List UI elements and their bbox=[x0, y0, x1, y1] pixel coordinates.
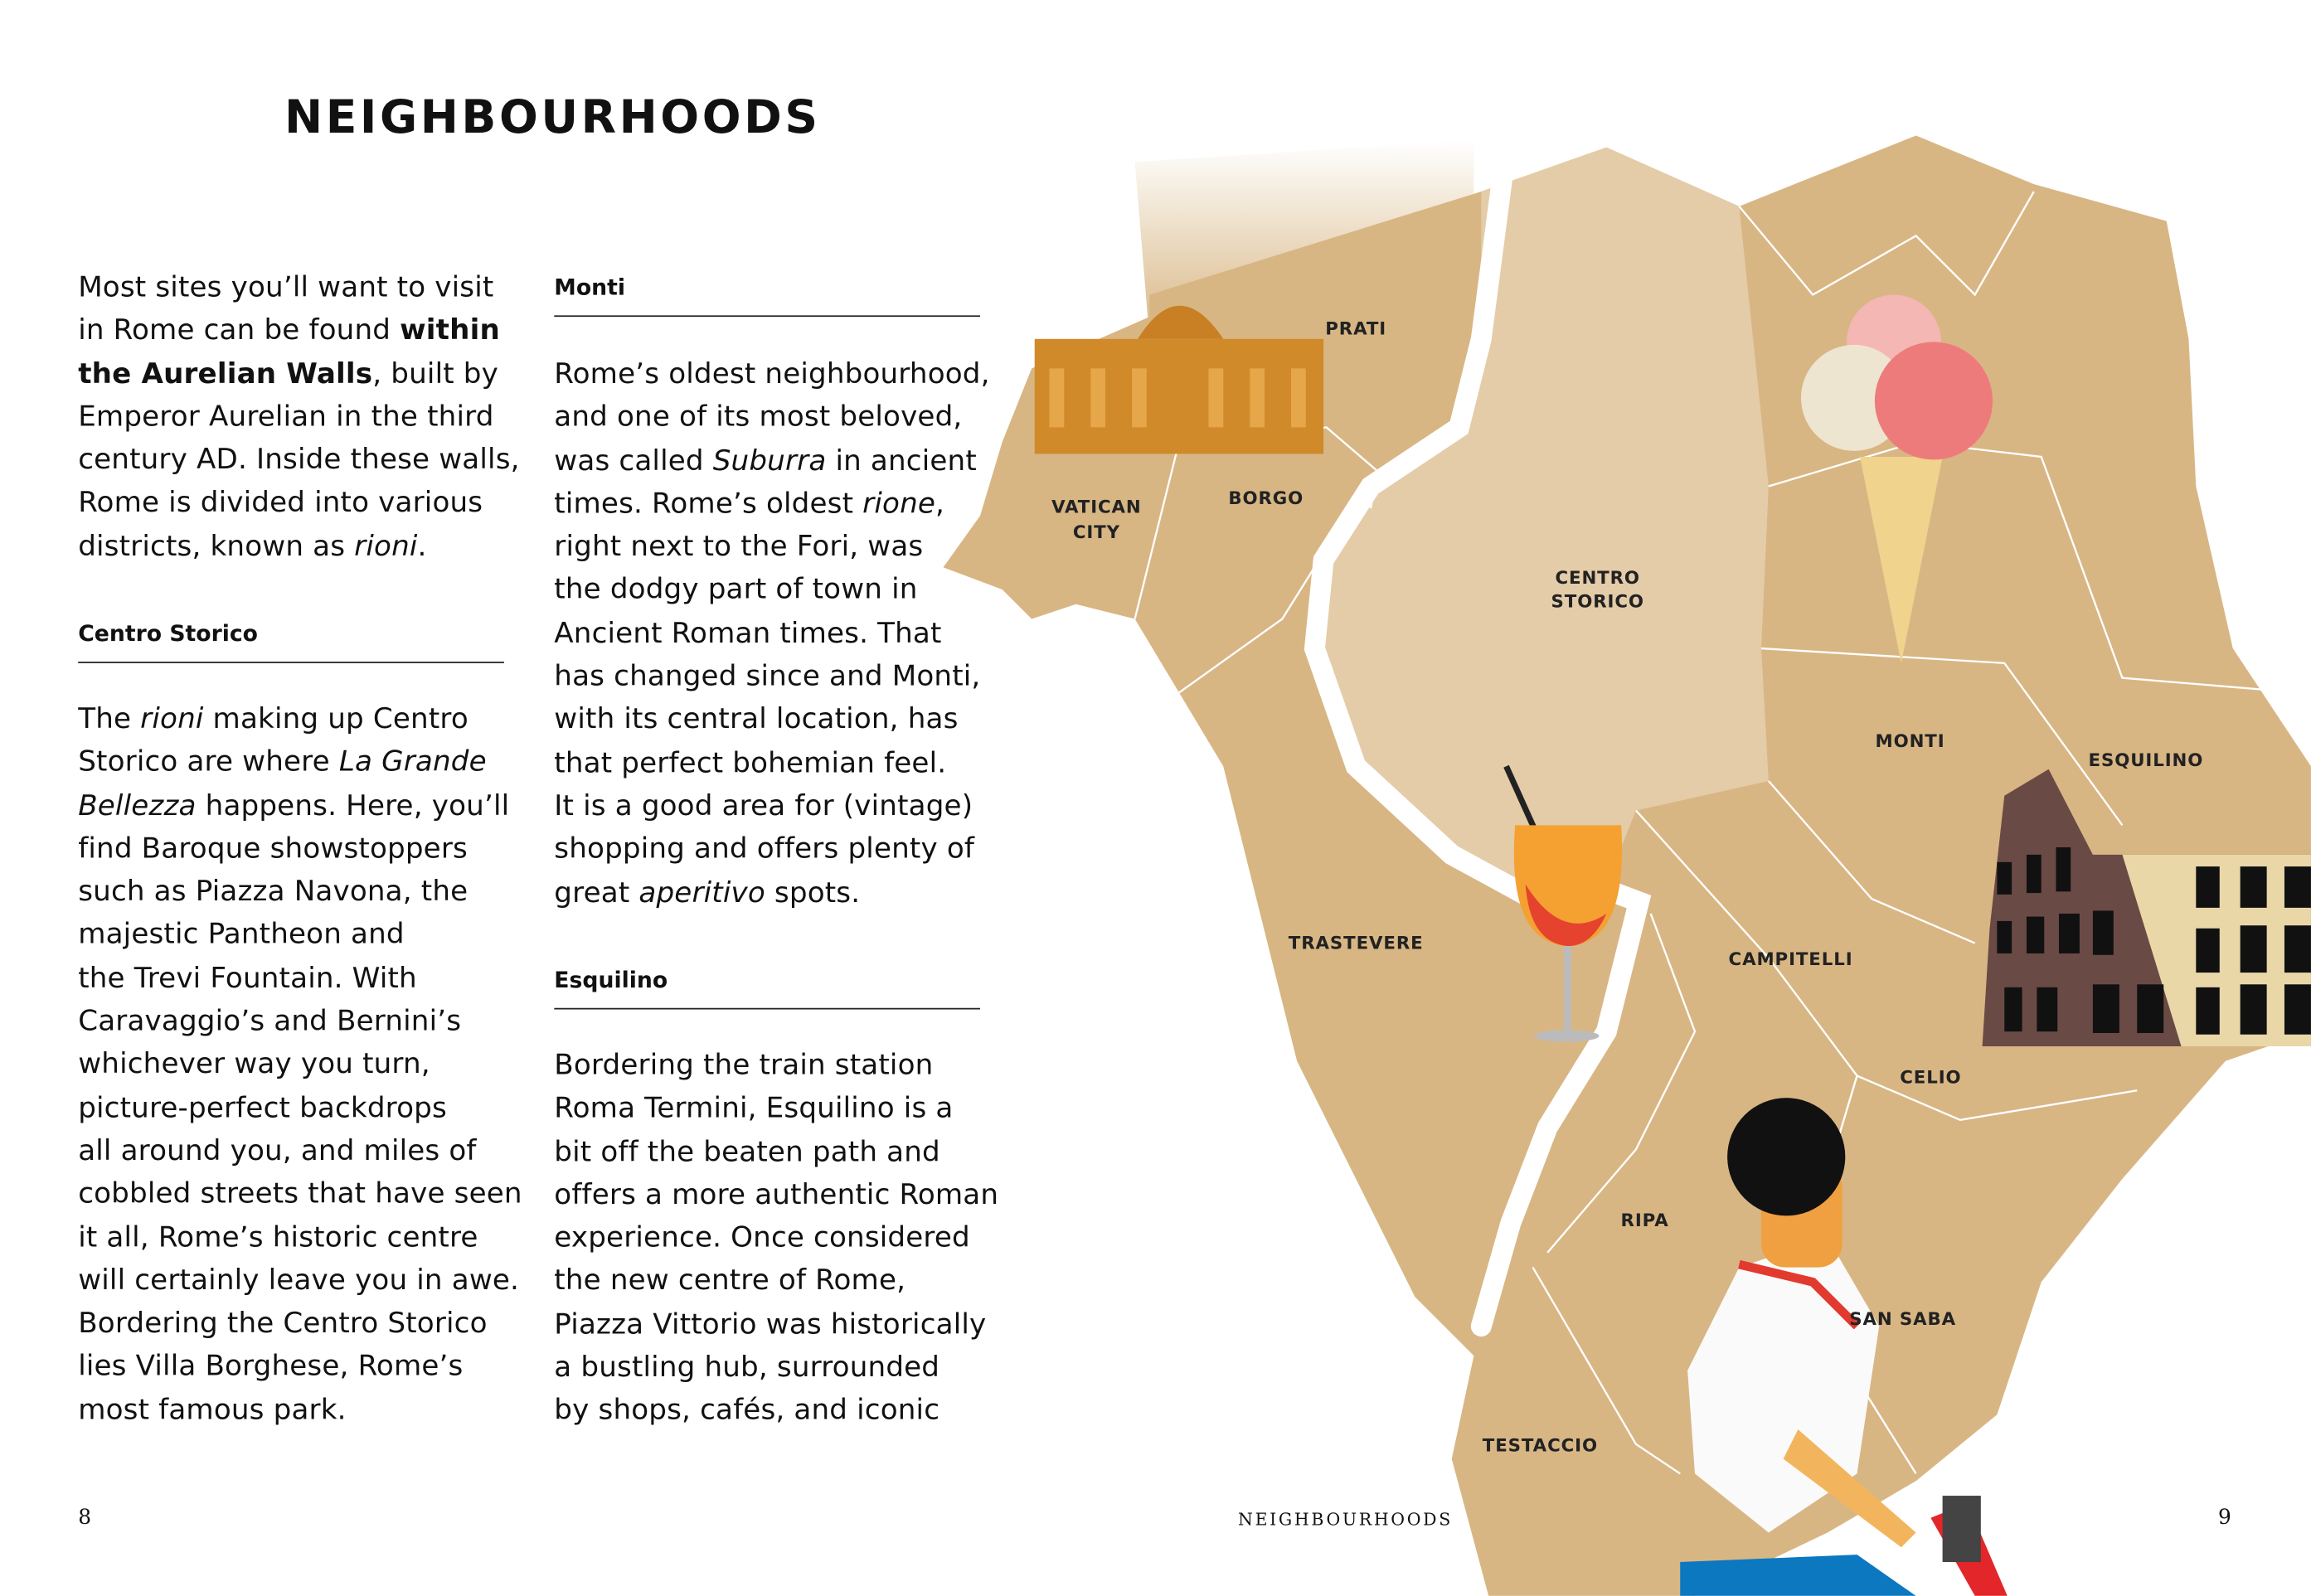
label-prati: PRATI bbox=[1325, 318, 1387, 340]
text-run: times. Rome’s oldest bbox=[554, 486, 863, 521]
text-run: and one of its most beloved, bbox=[554, 400, 963, 434]
text-run: Piazza Vittorio was historically bbox=[554, 1307, 987, 1341]
text-run: with its central location, has bbox=[554, 701, 959, 736]
label-celio: CELIO bbox=[1900, 1067, 1962, 1089]
text-run: rioni bbox=[354, 528, 418, 563]
label-testaccio: TESTACCIO bbox=[1482, 1435, 1598, 1457]
text-run: find Baroque showstoppers bbox=[78, 831, 468, 866]
text-run: Rome’s oldest neighbourhood, bbox=[554, 357, 990, 391]
text-run: spots. bbox=[765, 874, 861, 909]
page-number-right: 9 bbox=[2217, 1506, 2231, 1530]
text-run: rioni bbox=[140, 701, 204, 735]
text-run: picture-perfect backdrops bbox=[78, 1089, 447, 1124]
text-run: districts, known as bbox=[78, 528, 355, 563]
text-run: Emperor Aurelian in the third bbox=[78, 399, 494, 434]
text-run: offers a more authentic Roman bbox=[554, 1176, 999, 1211]
text-run: it all, Rome’s historic centre bbox=[78, 1219, 478, 1254]
label-vatican-city-2: CITY bbox=[1072, 521, 1120, 543]
text-run: . bbox=[417, 528, 427, 563]
text-run: , built by bbox=[372, 356, 498, 391]
text-run: the Trevi Fountain. With bbox=[78, 960, 417, 995]
text-run: all around you, and miles of bbox=[78, 1133, 477, 1167]
text-run: lies Villa Borghese, Rome’s bbox=[78, 1349, 464, 1384]
text-run: rione bbox=[862, 486, 936, 521]
text-run: happens. Here, you’ll bbox=[196, 788, 510, 822]
text-run: was called bbox=[554, 443, 713, 478]
text-run: right next to the Fori, was bbox=[554, 529, 924, 564]
label-centro-storico: CENTRO bbox=[1555, 567, 1640, 589]
label-borgo: BORGO bbox=[1228, 488, 1304, 509]
text-run: , bbox=[935, 486, 945, 521]
text-run: Storico are where bbox=[78, 745, 339, 779]
section-heading-centro-storico: Centro Storico bbox=[78, 620, 259, 648]
text-run: the new centre of Rome, bbox=[554, 1264, 906, 1298]
text-run: cobbled streets that have seen bbox=[78, 1176, 522, 1210]
label-centro-storico-2: STORICO bbox=[1551, 591, 1644, 613]
text-run: making up Centro bbox=[203, 701, 469, 735]
text-run: Suburra bbox=[712, 443, 827, 478]
text-run: bit off the beaten path and bbox=[554, 1133, 940, 1168]
text-run: Most sites you’ll want to visit bbox=[78, 269, 494, 304]
text-run: experience. Once considered bbox=[554, 1220, 970, 1254]
text-run: majestic Pantheon and bbox=[78, 917, 405, 952]
text-run: The bbox=[78, 701, 141, 735]
text-run: the dodgy part of town in bbox=[554, 572, 918, 607]
section-heading-monti: Monti bbox=[554, 274, 626, 301]
label-monti: MONTI bbox=[1875, 731, 1945, 753]
text-run: has changed since and Monti, bbox=[554, 658, 981, 693]
text-run: in ancient bbox=[826, 443, 977, 478]
text-run: whichever way you turn, bbox=[78, 1046, 430, 1081]
text-run: the Aurelian Walls bbox=[78, 356, 373, 391]
label-ripa: RIPA bbox=[1620, 1210, 1669, 1231]
text-run: Bordering the train station bbox=[554, 1047, 934, 1082]
text-run: in Rome can be found bbox=[78, 313, 401, 347]
text-run: Bellezza bbox=[78, 788, 197, 822]
page-number-left: 8 bbox=[78, 1506, 92, 1530]
text-run: within bbox=[400, 313, 500, 347]
text-run: shopping and offers plenty of bbox=[554, 831, 975, 866]
section-heading-esquilino: Esquilino bbox=[554, 966, 668, 993]
text-run: Bordering the Centro Storico bbox=[78, 1306, 488, 1340]
text-run: that perfect bohemian feel. bbox=[554, 745, 947, 779]
label-san-saba: SAN SABA bbox=[1849, 1308, 1957, 1330]
text-run: most famous park. bbox=[78, 1392, 347, 1427]
text-run: Caravaggio’s and Bernini’s bbox=[78, 1003, 462, 1038]
text-run: Roma Termini, Esquilino is a bbox=[554, 1090, 954, 1125]
text-run: century AD. Inside these walls, bbox=[78, 442, 520, 477]
label-esquilino: ESQUILINO bbox=[2088, 750, 2204, 772]
running-head: NEIGHBOURHOODS bbox=[1238, 1509, 1453, 1530]
text-run: a bustling hub, surrounded bbox=[554, 1350, 940, 1385]
page-title: NEIGHBOURHOODS bbox=[284, 91, 821, 145]
label-vatican-city: VATICAN bbox=[1051, 497, 1142, 518]
text-run: Ancient Roman times. That bbox=[554, 615, 942, 650]
text-run: La Grande bbox=[338, 745, 487, 779]
text-run: aperitivo bbox=[638, 874, 765, 909]
label-campitelli: CAMPITELLI bbox=[1728, 949, 1853, 971]
text-run: It is a good area for (vintage) bbox=[554, 788, 973, 822]
text-run: great bbox=[554, 874, 639, 909]
text-run: will certainly leave you in awe. bbox=[78, 1262, 520, 1297]
text-run: Rome is divided into various bbox=[78, 485, 483, 520]
label-trastevere: TRASTEVERE bbox=[1288, 933, 1424, 954]
text-run: by shops, cafés, and iconic bbox=[554, 1393, 940, 1428]
text-run: such as Piazza Navona, the bbox=[78, 874, 469, 909]
